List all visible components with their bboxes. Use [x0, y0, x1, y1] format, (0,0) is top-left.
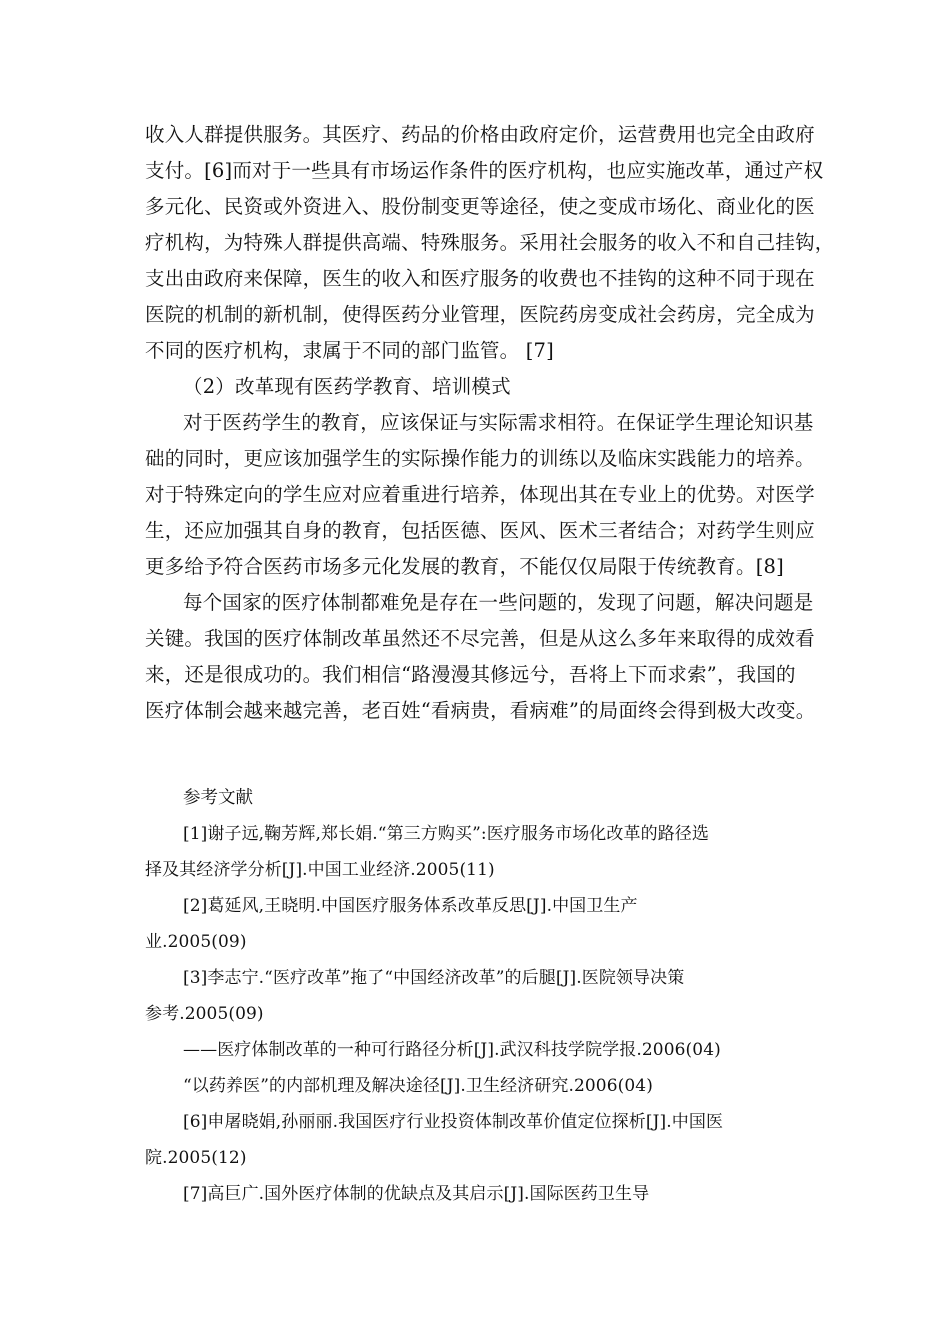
paragraph-line: 收入人群提供服务。其医疗、药品的价格由政府定价，运营费用也完全由政府	[145, 123, 815, 146]
reference-line: 院.2005(12)	[145, 1148, 247, 1168]
paragraph-line: 来，还是很成功的。我们相信“路漫漫其修远兮，吾将上下而求索”，我国的	[145, 663, 796, 686]
paragraph-line: 不同的医疗机构，隶属于不同的部门监管。 [7]	[145, 339, 554, 362]
paragraph-line: 多元化、民资或外资进入、股份制变更等途径，使之变成市场化、商业化的医	[145, 195, 815, 218]
paragraph-line: 关键。我国的医疗体制改革虽然还不尽完善，但是从这么多年来取得的成效看	[145, 627, 815, 650]
reference-line: [3]李志宁.“医疗改革”拖了“中国经济改革”的后腿[J].医院领导决策	[183, 968, 685, 988]
reference-line: 业.2005(09)	[145, 932, 247, 952]
paragraph-line: 医疗体制会越来越完善，老百姓“看病贵，看病难”的局面终会得到极大改变。	[145, 699, 816, 722]
reference-line: “以药养医”的内部机理及解决途径[J].卫生经济研究.2006(04)	[183, 1076, 653, 1096]
paragraph-line: 础的同时，更应该加强学生的实际操作能力的训练以及临床实践能力的培养。	[145, 447, 815, 470]
paragraph-line: 对于特殊定向的学生应对应着重进行培养，体现出其在专业上的优势。对医学	[145, 483, 815, 506]
paragraph-line: 生，还应加强其自身的教育，包括医德、医风、医术三者结合；对药学生则应	[145, 519, 815, 542]
paragraph-line: 支出由政府来保障，医生的收入和医疗服务的收费也不挂钩的这种不同于现在	[145, 267, 815, 290]
reference-line: 择及其经济学分析[J].中国工业经济.2005(11)	[145, 860, 495, 880]
references-section	[145, 780, 810, 1212]
paragraph-line: 更多给予符合医药市场多元化发展的教育，不能仅仅局限于传统教育。[8]	[145, 555, 784, 578]
reference-line: [7]高巨广.国外医疗体制的优缺点及其启示[J].国际医药卫生导	[183, 1184, 650, 1204]
paragraph-line: 对于医药学生的教育，应该保证与实际需求相符。在保证学生理论知识基	[183, 411, 814, 434]
paragraph-line: 医院的机制的新机制，使得医药分业管理，医院药房变成社会药房，完全成为	[145, 303, 815, 326]
reference-line: [1]谢子远,鞠芳辉,郑长娟.“第三方购买”:医疗服务市场化改革的路径选	[183, 824, 709, 844]
paragraph-line: 支付。[6]而对于一些具有市场运作条件的医疗机构，也应实施改革，通过产权	[145, 159, 824, 182]
reference-line: ——医疗体制改革的一种可行路径分析[J].武汉科技学院学报.2006(04)	[183, 1040, 721, 1060]
reference-line: [6]申屠晓娟,孙丽丽.我国医疗行业投资体制改革价值定位探析[J].中国医	[183, 1112, 724, 1132]
body-text	[145, 117, 835, 729]
references-heading: 参考文献	[183, 788, 253, 808]
reference-line: 参考.2005(09)	[145, 1004, 264, 1024]
paragraph-line: 疗机构，为特殊人群提供高端、特殊服务。采用社会服务的收入不和自己挂钩，	[145, 231, 835, 254]
paragraph-line: 每个国家的医疗体制都难免是存在一些问题的，发现了问题，解决问题是	[183, 591, 814, 614]
reference-line: [2]葛延风,王晓明.中国医疗服务体系改革反思[J].中国卫生产	[183, 896, 638, 916]
section-heading: （2）改革现有医药学教育、培训模式	[183, 375, 511, 398]
